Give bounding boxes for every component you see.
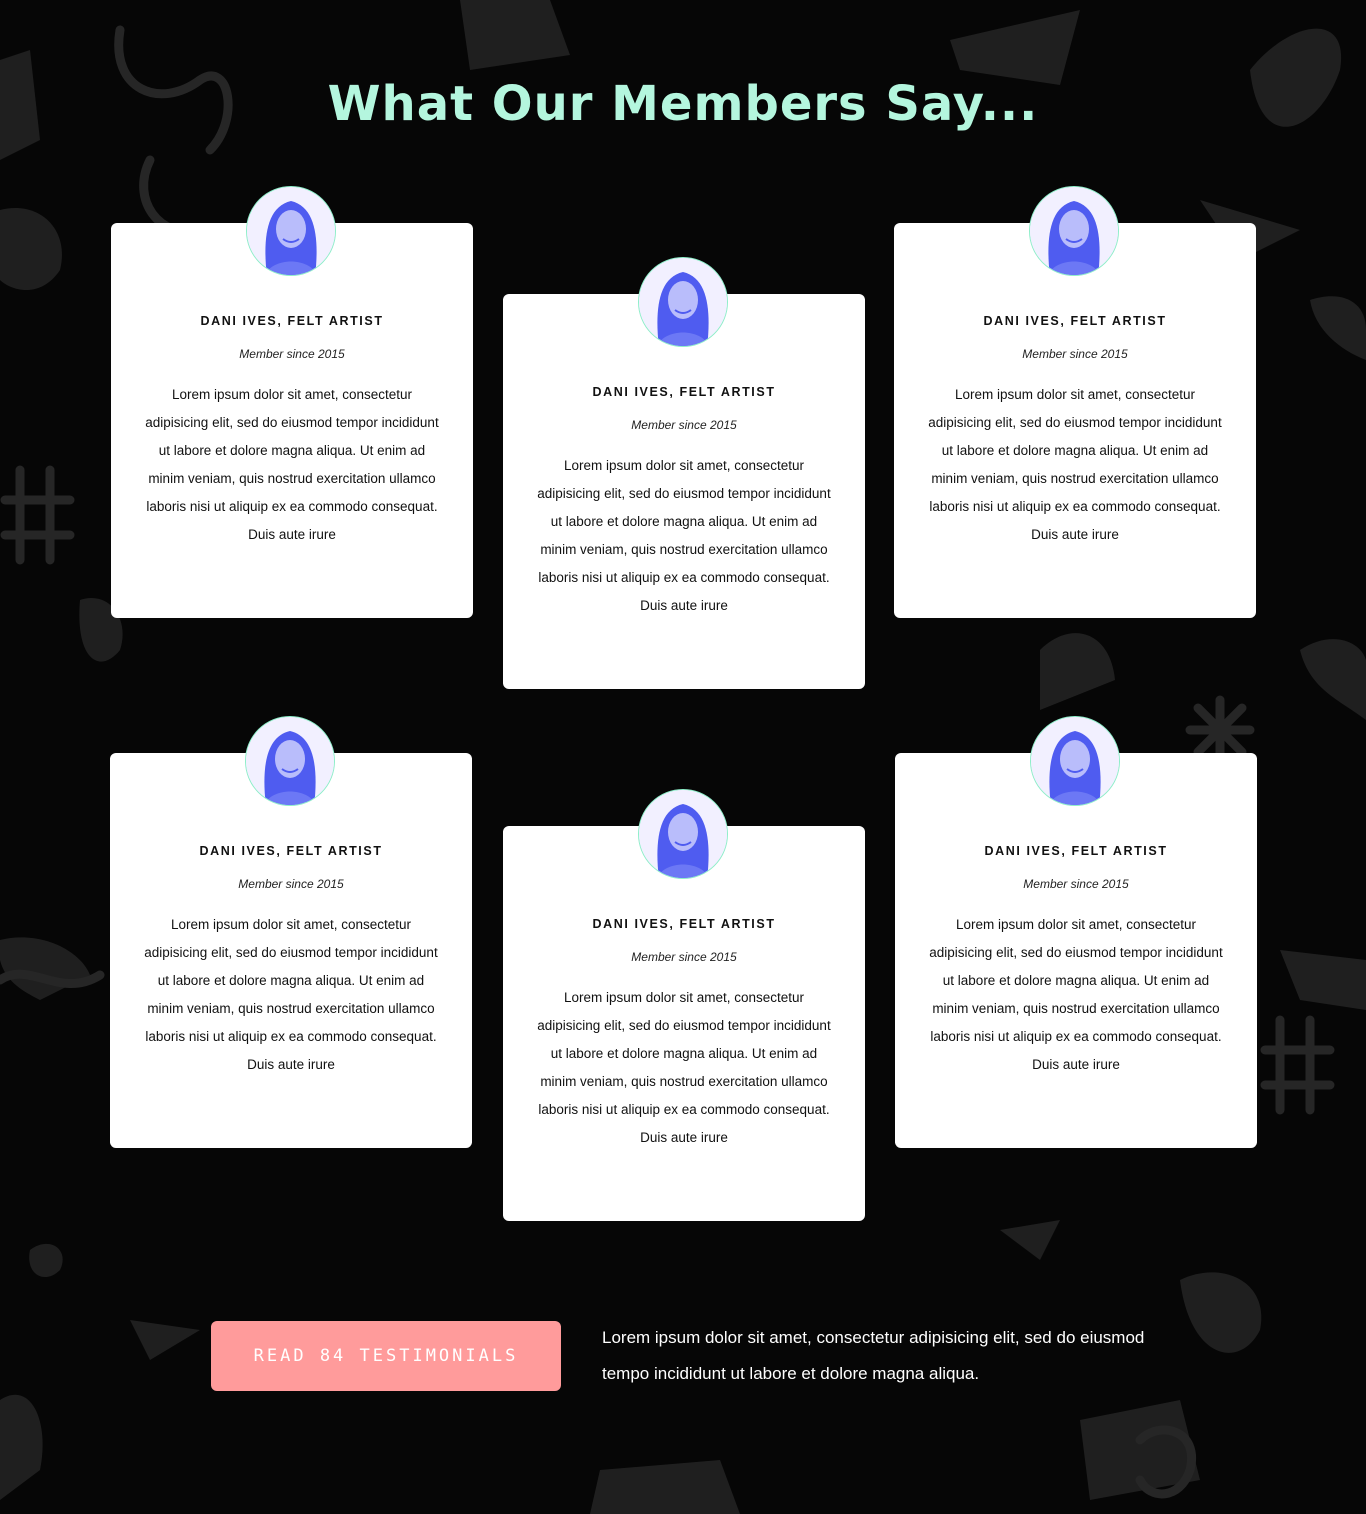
testimonial-text: Lorem ipsum dolor sit amet, consectetur adipisicing elit, sed do eiusmod tempor incididunt ut labore et dolore magna aliqua. Ut enim ad minim veniam, quis nostrud exercitation ullamco laboris nisi ut aliquip ex ea commodo consequat. Duis aute irure (145, 387, 439, 542)
member-avatar (245, 716, 335, 806)
member-avatar (1029, 186, 1119, 276)
member-name: DANI IVES, FELT ARTIST (592, 917, 776, 931)
testimonial-card (110, 753, 472, 1148)
member-avatar (638, 257, 728, 347)
member-since: Member since 2015 (239, 347, 345, 361)
member-name: DANI IVES, FELT ARTIST (199, 844, 383, 858)
read-testimonials-button[interactable]: READ 84 TESTIMONIALS (211, 1321, 561, 1391)
member-since: Member since 2015 (631, 418, 737, 432)
member-name: DANI IVES, FELT ARTIST (592, 385, 776, 399)
section-title: What Our Members Say... (327, 76, 1039, 132)
testimonial-card (503, 826, 865, 1221)
testimonial-card (894, 223, 1256, 618)
member-name: DANI IVES, FELT ARTIST (200, 314, 384, 328)
testimonial-text: Lorem ipsum dolor sit amet, consectetur adipisicing elit, sed do eiusmod tempor incididunt ut labore et dolore magna aliqua. Ut enim ad minim veniam, quis nostrud exercitation ullamco laboris nisi ut aliquip ex ea commodo consequat. Duis aute irure (537, 458, 831, 613)
member-avatar (1030, 716, 1120, 806)
member-since: Member since 2015 (238, 877, 344, 891)
member-avatar (246, 186, 336, 276)
member-since: Member since 2015 (1023, 877, 1129, 891)
testimonial-card (503, 294, 865, 689)
testimonial-text: Lorem ipsum dolor sit amet, consectetur adipisicing elit, sed do eiusmod tempor incididunt ut labore et dolore magna aliqua. Ut enim ad minim veniam, quis nostrud exercitation ullamco laboris nisi ut aliquip ex ea commodo consequat. Duis aute irure (144, 917, 438, 1072)
member-avatar (638, 789, 728, 879)
member-name: DANI IVES, FELT ARTIST (983, 314, 1167, 328)
member-since: Member since 2015 (631, 950, 737, 964)
testimonial-card (895, 753, 1257, 1148)
member-name: DANI IVES, FELT ARTIST (984, 844, 1168, 858)
testimonial-text: Lorem ipsum dolor sit amet, consectetur adipisicing elit, sed do eiusmod tempor incididunt ut labore et dolore magna aliqua. Ut enim ad minim veniam, quis nostrud exercitation ullamco laboris nisi ut aliquip ex ea commodo consequat. Duis aute irure (537, 990, 831, 1145)
member-since: Member since 2015 (1022, 347, 1128, 361)
testimonial-card (111, 223, 473, 618)
cta-description: Lorem ipsum dolor sit amet, consectetur adipisicing elit, sed do eiusmod tempo incididunt ut labore et dolore magna aliqua. (602, 1328, 1145, 1383)
testimonial-text: Lorem ipsum dolor sit amet, consectetur adipisicing elit, sed do eiusmod tempor incididunt ut labore et dolore magna aliqua. Ut enim ad minim veniam, quis nostrud exercitation ullamco laboris nisi ut aliquip ex ea commodo consequat. Duis aute irure (928, 387, 1222, 542)
testimonial-text: Lorem ipsum dolor sit amet, consectetur adipisicing elit, sed do eiusmod tempor incididunt ut labore et dolore magna aliqua. Ut enim ad minim veniam, quis nostrud exercitation ullamco laboris nisi ut aliquip ex ea commodo consequat. Duis aute irure (929, 917, 1223, 1072)
